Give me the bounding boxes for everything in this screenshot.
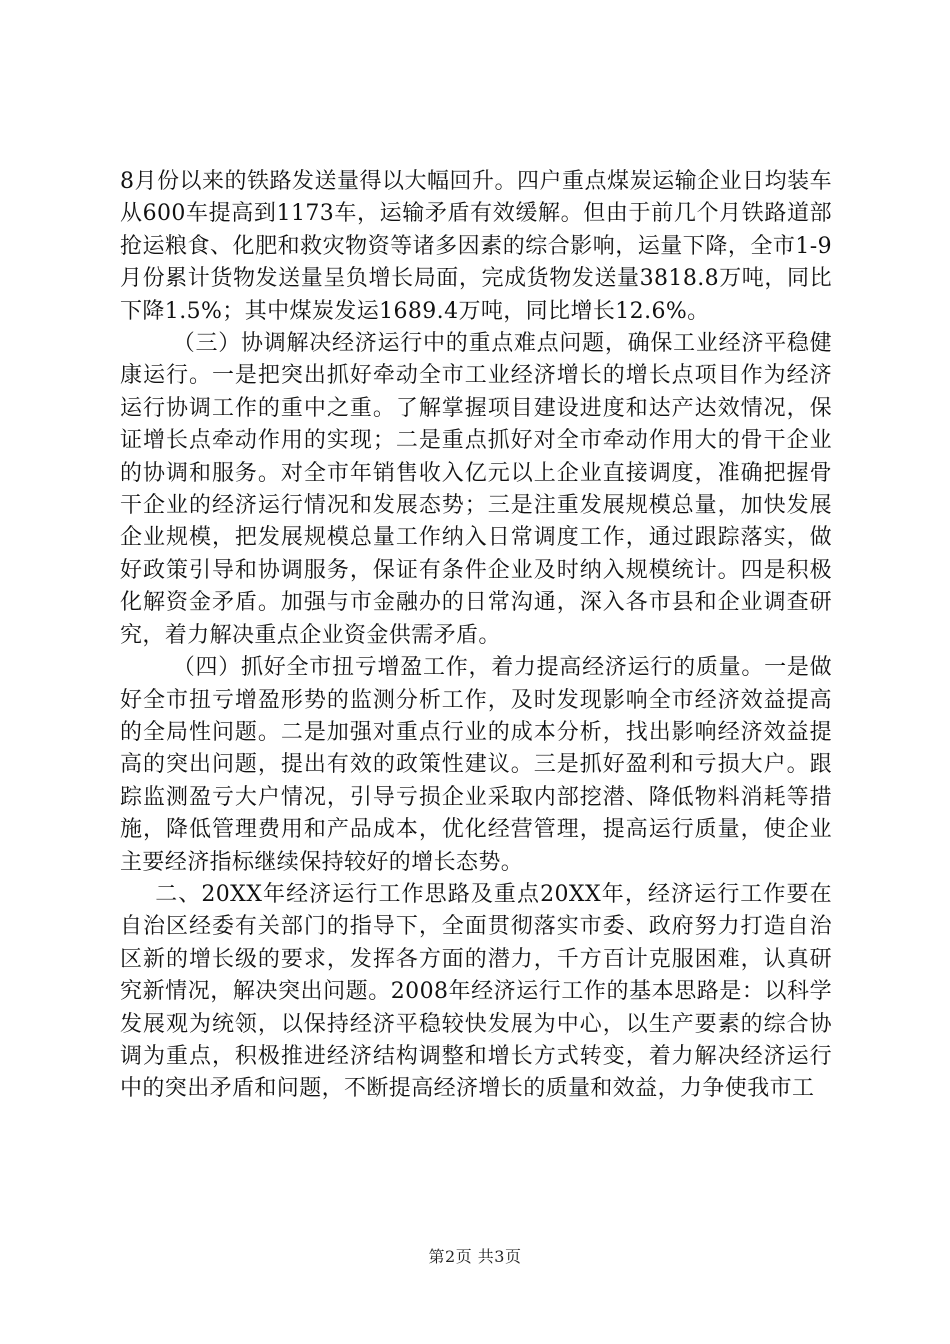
paragraph-railway-shipment: 8月份以来的铁路发送量得以大幅回升。四户重点煤炭运输企业日均装车从600车提高到1173车，运输矛盾有效缓解。但由于前几个月铁路道部抢运粮食、化肥和救灾物资等诸多因素的综合影响，运量下降，全市1-9月份累计货物发送量呈负增长局面，完成货物发送量3818.8万吨，同比下降1.5%；其中煤炭发运1689.4万吨，同比增长12.6%。 [120, 169, 832, 324]
paragraph-work-plan: 二、20XX年经济运行工作思路及重点20XX年，经济运行工作要在自治区经委有关部门的指导下，全面贯彻落实市委、政府努力打造自治区新的增长级的要求，发挥各方面的潜力，千方百计克服困难，认真研究新情况，解决突出问题。2008年经济运行工作的基本思路是：以科学发展观为统领，以保持经济平稳较快发展为中心，以生产要素的综合协调为重点，积极推进经济结构调整和增长方式转变，着力解决经济运行中的突出矛盾和问题，不断提高经济增长的质量和效益，力争使我市工 [120, 881, 832, 1102]
paragraph-key-issues: （三）协调解决经济运行中的重点难点问题，确保工业经济平稳健康运行。一是把突出抓好牵动全市工业经济增长的增长点项目作为经济运行协调工作的重中之重。了解掌握项目建设进度和达产达效情况，保证增长点牵动作用的实现；二是重点抓好对全市牵动作用大的骨干企业的协调和服务。对全市年销售收入亿元以上企业直接调度，准确把握骨干企业的经济运行情况和发展态势；三是注重发展规模总量，加快发展企业规模，把发展规模总量工作纳入日常调度工作，通过跟踪落实，做好政策引导和协调服务，保证有条件企业及时纳入规模统计。四是积极化解资金矛盾。加强与市金融办的日常沟通，深入各市县和企业调查研究，着力解决重点企业资金供需矛盾。 [120, 331, 832, 648]
page-number-footer: 第2页 共3页 [428, 1247, 522, 1266]
document-body [120, 166, 832, 1106]
paragraph-loss-reversal: （四）抓好全市扭亏增盈工作，着力提高经济运行的质量。一是做好全市扭亏增盈形势的监测分析工作，及时发现影响全市经济效益提高的全局性问题。二是加强对重点行业的成本分析，找出影响经济效益提高的突出问题，提出有效的政策性建议。三是抓好盈利和亏损大户。跟踪监测盈亏大户情况，引导亏损企业采取内部挖潜、降低物料消耗等措施，降低管理费用和产品成本，优化经营管理，提高运行质量，使企业主要经济指标继续保持较好的增长态势。 [120, 655, 832, 875]
